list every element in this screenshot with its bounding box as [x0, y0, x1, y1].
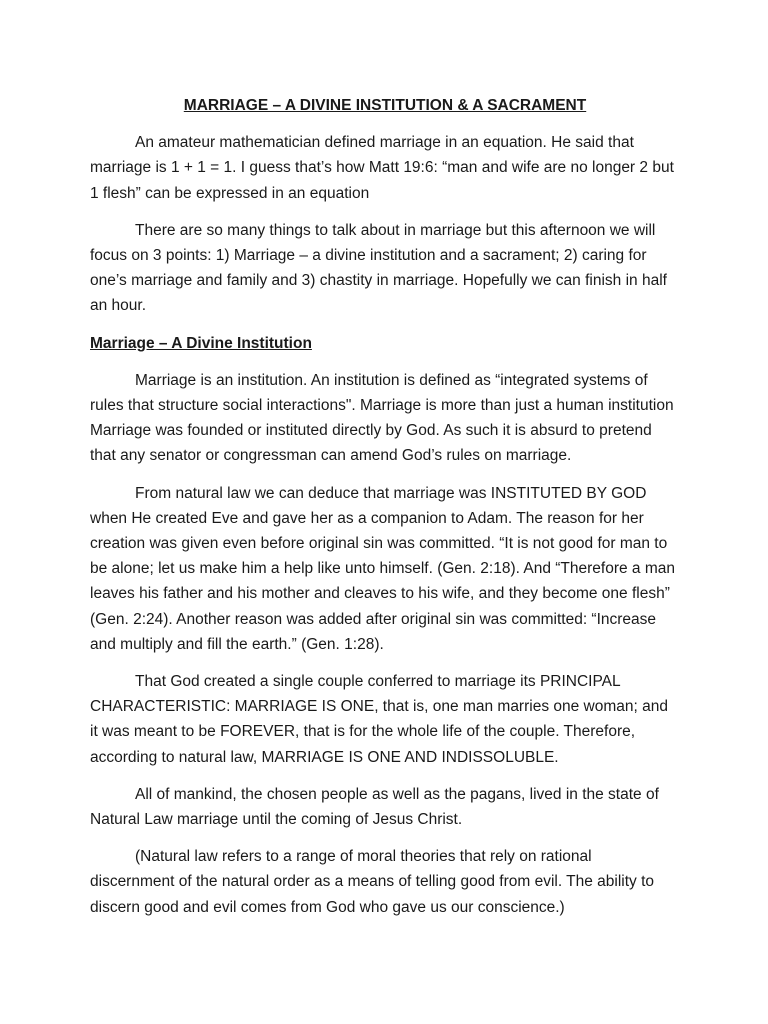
document-page — [90, 93, 680, 932]
section-heading: Marriage – A Divine Institution — [90, 334, 312, 352]
section-paragraph-1: Marriage is an institution. An institution is defined as “integrated systems of rules that structure social interactions". Marriage is more than just a human institution Marriage was founded or instituted directly by God. As such it is absurd to pretend that any senator or congressman can amend God’s rules on marriage. — [90, 371, 674, 465]
section-paragraph-2: From natural law we can deduce that marriage was INSTITUTED BY GOD when He created Eve and gave her as a companion to Adam. The reason for her creation was given even before original sin was committed. “It is not good for man to be alone; let us make him a help like unto himself. (Gen. 2:18). And “Therefore a man leaves his father and his mother and cleaves to his wife, and they become one flesh” (Gen. 2:24). Another reason was added after original sin was committed: “Increase and multiply and fill the earth.” (Gen. 1:28). — [90, 484, 676, 653]
intro-paragraph-2: There are so many things to talk about in marriage but this afternoon we will focus on 3 points: 1) Marriage – a divine institution and a sacrament; 2) caring for one’s marriage and family and 3) chastity in marriage. Hopefully we can finish in half an hour. — [90, 221, 667, 315]
section-paragraph-3: That God created a single couple conferred to marriage its PRINCIPAL CHARACTERISTIC: MARRIAGE IS ONE, that is, one man marries one woman; and it was meant to be FOREVER, that is for the whole life of the couple. Therefore, according to natural law, MARRIAGE IS ONE AND INDISSOLUBLE. — [90, 673, 668, 766]
document-title: MARRIAGE – A DIVINE INSTITUTION & A SACRAMENT — [183, 97, 587, 114]
section-paragraph-5: (Natural law refers to a range of moral theories that rely on rational discernment of the natural order as a means of telling good from evil. The ability to discern good and evil comes from God who gave us our conscience.) — [90, 848, 655, 916]
section-paragraph-4: All of mankind, the chosen people as well as the pagans, lived in the state of Natural Law marriage until the coming of Jesus Christ. — [90, 785, 659, 829]
intro-paragraph-1: An amateur mathematician defined marriage in an equation. He said that marriage is 1 + 1 = 1. I guess that’s how Matt 19:6: “man and wife are no longer 2 but 1 flesh” can be expressed in an equation — [90, 134, 674, 202]
